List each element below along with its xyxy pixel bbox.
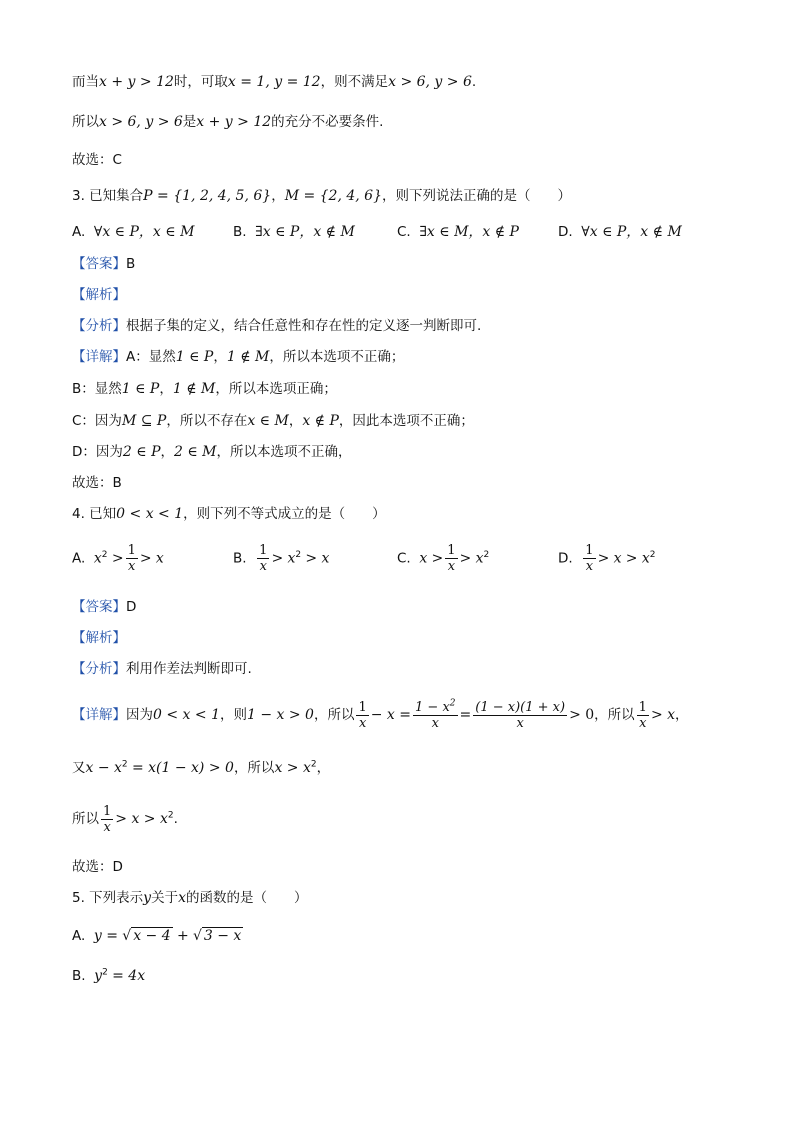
numerator: 1 [127, 543, 136, 558]
radicand: 3 − x [203, 928, 242, 944]
math: = x(1 − x) > 0 [131, 760, 234, 776]
math: x [287, 550, 296, 567]
math: > x [650, 707, 676, 723]
question-4-detail-1 [72, 698, 689, 732]
text: ，所以本选项不正确； [269, 349, 405, 365]
analysis-tag: 【解析】 [72, 630, 126, 646]
text: 所以 [72, 114, 99, 130]
text: ， [213, 349, 227, 365]
math: x = 1, y = 12 [227, 74, 321, 90]
math: x [641, 550, 650, 567]
question-4-detail-3 [72, 802, 178, 836]
question-5-option-a [72, 926, 243, 946]
text: ，则 [219, 707, 247, 723]
math: = 4x [112, 968, 146, 984]
answer-value: D [126, 599, 137, 615]
fraction [413, 700, 458, 731]
math: ∃x ∈ P，x ∉ M [255, 224, 355, 240]
option-label: B. [233, 550, 247, 567]
math: + [176, 928, 189, 944]
math: x [475, 550, 484, 567]
fraction [637, 700, 649, 731]
numerator: 1 [638, 699, 647, 715]
detail-tag: 【详解】 [72, 707, 126, 723]
question-4-option-c [397, 543, 489, 574]
math: y [143, 890, 152, 906]
math: − x = [370, 707, 412, 723]
numerator [413, 700, 458, 716]
text: ，所以不存在 [166, 413, 248, 429]
math: x > 6, y > 6 [99, 114, 183, 130]
question-3-jiexi [72, 285, 126, 305]
text: ， [316, 760, 331, 776]
text: C：因为 [72, 413, 122, 429]
text-line [72, 112, 383, 132]
question-3-detail-a [72, 347, 404, 367]
math: 0 < x < 1 [153, 707, 220, 723]
text: 故选：C [72, 152, 122, 168]
text: ，则不满足 [320, 74, 389, 90]
denominator: x [259, 559, 267, 574]
fraction [583, 543, 595, 574]
text: ，所以 [313, 707, 355, 723]
question-4-final [72, 857, 123, 877]
math: 2 ∈ P [122, 444, 161, 460]
question-4-answer [72, 597, 136, 617]
math: P = {1, 2, 4, 5, 6} [143, 188, 272, 204]
numerator: 1 [103, 803, 112, 819]
math: > [111, 550, 124, 567]
numerator: 1 [447, 543, 456, 558]
option-label: D. [558, 224, 573, 240]
math: ∀x ∈ P，x ∉ M [581, 224, 682, 240]
math: x ∈ M [247, 413, 289, 429]
math: x [321, 550, 330, 567]
denominator: x [585, 559, 594, 574]
text: 利用作差法判断即可. [126, 661, 252, 677]
question-3-final [72, 473, 122, 493]
text: 是 [182, 114, 197, 130]
math: x > 6, y > 6 [388, 74, 472, 90]
text: 故选：D [72, 859, 123, 875]
question-3-answer [72, 254, 135, 274]
question-4-option-b [233, 543, 329, 574]
math: x [155, 550, 164, 567]
exponent: 2 [483, 550, 490, 560]
math: M = {2, 4, 6} [284, 188, 382, 204]
fraction [101, 804, 113, 835]
denominator: x [447, 559, 456, 574]
text: 的函数的是（ ） [186, 890, 308, 906]
text-line [72, 72, 476, 92]
sqrt-sign: √ [192, 928, 202, 944]
denominator: x [103, 819, 111, 835]
question-5-stem [72, 888, 308, 908]
math: > x > x [115, 811, 168, 827]
math: > [139, 550, 152, 567]
radicand: x − 4 [133, 928, 171, 944]
numerator: 1 [259, 543, 268, 558]
answer-tag: 【答案】 [72, 599, 126, 615]
question-3-option-c [397, 222, 519, 242]
fraction [356, 700, 368, 731]
text: ，则下列说法正确的是（ ） [382, 188, 571, 204]
fraction [445, 543, 457, 574]
question-3-option-a [72, 222, 194, 242]
text: ，所以 [594, 707, 635, 723]
question-4-option-a [72, 543, 164, 574]
text: ， [159, 381, 173, 397]
question-3-stem [72, 186, 571, 206]
text: ， [675, 707, 689, 723]
option-label: C. [397, 550, 411, 567]
math: 1 − x > 0 [246, 707, 314, 723]
question-3-option-b [233, 222, 355, 242]
option-label: A. [72, 550, 86, 567]
math: 1 ∉ M [172, 381, 216, 397]
math: 2 ∈ M [174, 444, 217, 460]
math: x + y > 12 [196, 114, 272, 130]
exponent: 2 [295, 550, 302, 560]
option-label: C. [397, 224, 411, 240]
numerator: (1 − x)(1 + x) [475, 699, 566, 715]
analysis-tag: 【解析】 [72, 287, 126, 303]
math: M ⊆ P [121, 413, 167, 429]
question-3-detail-b [72, 379, 337, 399]
text: 又 [72, 760, 86, 776]
text: 的充分不必要条件. [271, 114, 384, 130]
math: y [94, 968, 103, 984]
exponent: 2 [310, 759, 317, 770]
fraction [126, 543, 138, 574]
text: . [173, 811, 178, 827]
text: 时，可取 [173, 74, 228, 90]
question-3-option-d [558, 222, 682, 242]
exponent: 2 [449, 698, 456, 709]
denominator: x [431, 715, 439, 731]
math: > [597, 550, 610, 567]
option-label: A. [72, 224, 86, 240]
fenxi-tag: 【分析】 [72, 661, 126, 677]
text: 3. 已知集合 [72, 188, 144, 204]
question-4-jiexi [72, 628, 126, 648]
math: 1 ∈ P [121, 381, 160, 397]
math: y = [93, 928, 118, 944]
denominator: x [516, 715, 524, 731]
text: 4. 已知 [72, 506, 117, 522]
text: 故选：B [72, 475, 122, 491]
math: x − x [85, 760, 122, 776]
math: x [93, 550, 102, 567]
math: > [459, 550, 472, 567]
answer-value: B [126, 256, 136, 272]
text: ，因此本选项不正确； [338, 413, 474, 429]
math: = [459, 707, 472, 723]
question-4-stem [72, 504, 386, 524]
choose-line [72, 150, 122, 170]
question-4-detail-2 [72, 758, 330, 778]
numerator: 1 [358, 699, 367, 715]
math: > [625, 550, 638, 567]
math: 0 < x < 1 [116, 506, 184, 522]
question-4-fenxi [72, 659, 252, 679]
text: ，所以本选项不正确， [216, 444, 352, 460]
text: ， [271, 188, 285, 204]
exponent: 2 [649, 550, 656, 560]
math: > [431, 550, 444, 567]
fraction [257, 543, 269, 574]
text: A：显然 [126, 349, 176, 365]
option-label: B. [233, 224, 247, 240]
option-label: A. [72, 928, 86, 944]
detail-tag: 【详解】 [72, 349, 126, 365]
text: D：因为 [72, 444, 123, 460]
text: 因为 [126, 707, 153, 723]
math: x > x [274, 760, 311, 776]
math: x [178, 890, 186, 906]
text: ， [288, 413, 303, 429]
question-3-detail-d [72, 442, 352, 462]
numerator-text: 1 − x [415, 699, 450, 715]
text: ， [160, 444, 174, 460]
text: 5. 下列表示 [72, 890, 144, 906]
denominator: x [358, 715, 367, 731]
question-3-fenxi [72, 316, 481, 336]
fenxi-tag: 【分析】 [72, 318, 126, 334]
exponent: 2 [167, 810, 174, 821]
math: ∃x ∈ M，x ∉ P [419, 224, 519, 240]
denominator: x [639, 715, 647, 731]
numerator: 1 [585, 543, 594, 558]
math: > [305, 550, 318, 567]
exponent: 2 [101, 550, 108, 560]
text: 关于 [151, 890, 179, 906]
math: x + y > 12 [99, 74, 174, 90]
text: ，所以 [233, 760, 275, 776]
answer-tag: 【答案】 [72, 256, 126, 272]
text: 而当 [72, 74, 99, 90]
question-5-option-b [72, 966, 145, 986]
text: . [471, 74, 477, 90]
math: > 0 [569, 707, 595, 723]
text: 根据子集的定义，结合任意性和存在性的定义逐一判断即可. [126, 318, 482, 334]
text: ，所以本选项正确； [215, 381, 337, 397]
math: x ∉ P [302, 413, 339, 429]
option-label: B. [72, 968, 86, 984]
exponent: 2 [121, 759, 128, 770]
question-4-option-d [558, 543, 655, 574]
text: 所以 [72, 811, 99, 827]
text: ，则下列不等式成立的是（ ） [183, 506, 386, 522]
math: > [271, 550, 284, 567]
text: B：显然 [72, 381, 122, 397]
math: ∀x ∈ P，x ∈ M [93, 224, 195, 240]
sqrt-sign: √ [122, 928, 132, 944]
math: x [419, 550, 428, 567]
exponent: 2 [102, 967, 108, 978]
question-3-detail-c [72, 411, 474, 431]
math: 1 ∈ P [175, 349, 214, 365]
math: x [613, 550, 622, 567]
option-label: D. [558, 550, 573, 567]
fraction [473, 700, 567, 731]
math: 1 ∉ M [226, 349, 270, 365]
denominator: x [128, 559, 136, 574]
